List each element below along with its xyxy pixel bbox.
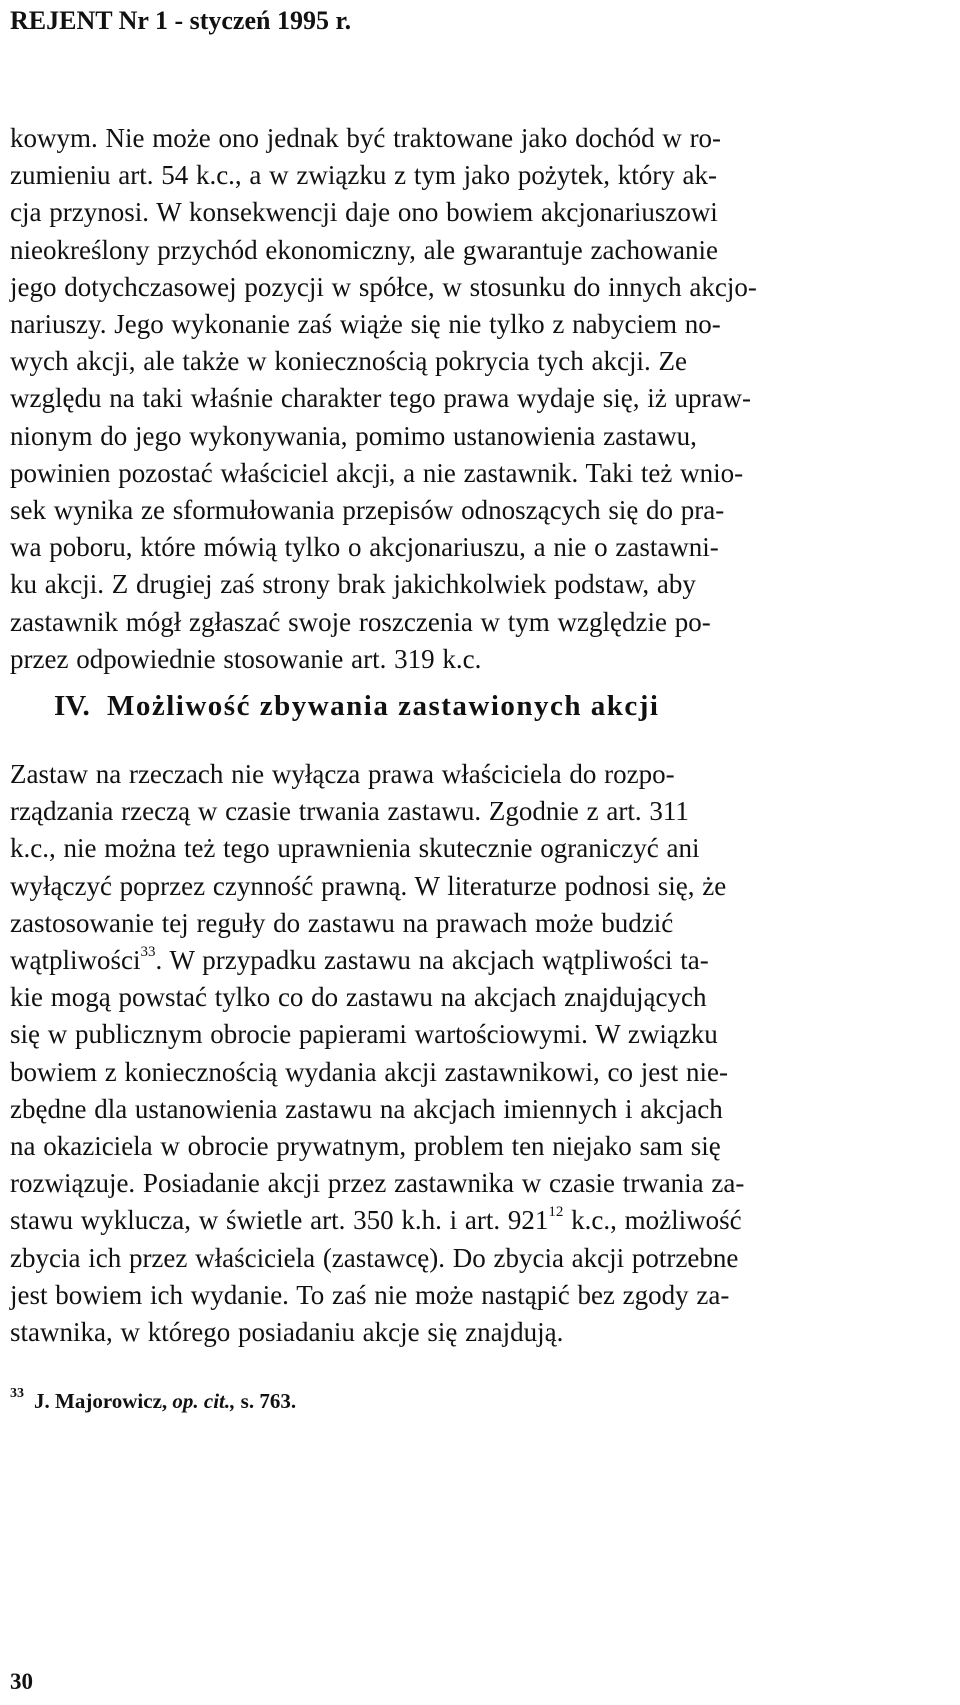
text-line: jego dotychczasowej pozycji w spółce, w stosunku do innych akcjo-	[10, 271, 757, 302]
footnote-reference[interactable]: 33	[140, 944, 156, 961]
article-superscript: 12	[548, 1204, 564, 1221]
text-line: wych akcji, ale także w koniecznością pokrycia tych akcji. Ze	[10, 346, 687, 377]
text-line: zbycia ich przez właściciela (zastawcę). Do zbycia akcji potrzebne	[10, 1242, 739, 1273]
paragraph-2	[10, 756, 932, 1351]
footnote	[10, 1386, 296, 1416]
running-header: REJENT Nr 1 - styczeń 1995 r.	[10, 6, 352, 35]
text-line: bowiem z koniecznością wydania akcji zastawnikowi, co jest nie-	[10, 1056, 729, 1087]
text-line: rozwiązuje. Posiadanie akcji przez zastawnika w czasie trwania za-	[10, 1168, 745, 1199]
text-line: na okaziciela w obrocie prywatnym, problem ten niejako sam się	[10, 1131, 721, 1162]
text-line: względu na taki właśnie charakter tego prawa wydaje się, iż upraw-	[10, 383, 751, 414]
footnote-page: s. 763.	[240, 1389, 297, 1413]
text-line: zastawnik mógł zgłaszać swoje roszczenia w tym względzie po-	[10, 606, 711, 637]
text-line: zastosowanie tej reguły do zastawu na prawach może budzić	[10, 907, 674, 938]
text-line: ku akcji. Z drugiej zaś strony brak jakichkolwiek podstaw, aby	[10, 569, 696, 600]
text-line: wa poboru, które mówią tylko o akcjonariuszu, a nie o zastawni-	[10, 532, 719, 563]
text-fragment: wątpliwości	[10, 945, 141, 976]
text-line: sek wynika ze sformułowania przepisów odnoszących się do pra-	[10, 495, 725, 526]
text-line: się w publicznym obrocie papierami wartościowymi. W związku	[10, 1019, 718, 1050]
text-line: nionym do jego wykonywania, pomimo ustanowienia zastawu,	[10, 420, 697, 451]
text-line: rządzania rzeczą w czasie trwania zastawu. Zgodnie z art. 311	[10, 796, 689, 827]
text-line: zbędne dla ustanowienia zastawu na akcjach imiennych i akcjach	[10, 1093, 723, 1124]
text-line: nariuszy. Jego wykonanie zaś wiąże się nie tylko z nabyciem no-	[10, 309, 721, 340]
footnote-source: op. cit.,	[172, 1389, 236, 1413]
text-line: nieokreślony przychód ekonomiczny, ale gwarantuje zachowanie	[10, 234, 718, 265]
text-line-with-footnote-ref	[10, 942, 932, 979]
paragraph-1	[10, 120, 932, 678]
text-line: powinien pozostać właściciel akcji, a nie zastawnik. Taki też wnio-	[10, 457, 744, 488]
text-line: kie mogą powstać tylko co do zastawu na akcjach znajdujących	[10, 982, 707, 1013]
text-line: Zastaw na rzeczach nie wyłącza prawa właściciela do rozpo-	[10, 759, 675, 789]
section-title: Możliwość zbywania zastawionych akcji	[107, 690, 660, 722]
footnote-number: 33	[10, 1386, 24, 1401]
text-line: wyłączyć poprzez czynność prawną. W literaturze podnosi się, że	[10, 870, 727, 901]
footnote-author: J. Majorowicz,	[34, 1389, 168, 1413]
text-line: kowym. Nie może ono jednak być traktowane jako dochód w ro-	[10, 123, 722, 153]
page-number: 30	[10, 1669, 33, 1694]
text-fragment: k.c., możliwość	[563, 1205, 742, 1236]
text-line: k.c., nie można też tego uprawnienia skutecznie ograniczyć ani	[10, 833, 700, 864]
text-line: zumieniu art. 54 k.c., a w związku z tym jako pożytek, który ak-	[10, 160, 718, 191]
text-line-with-superscript	[10, 1202, 932, 1239]
text-line: cja przynosi. W konsekwencji daje ono bowiem akcjonariuszowi	[10, 197, 718, 228]
text-line: jest bowiem ich wydanie. To zaś nie może nastąpić bez zgody za-	[10, 1279, 730, 1310]
text-fragment: stawu wyklucza, w świetle art. 350 k.h. i art. 921	[10, 1205, 549, 1236]
section-number: IV.	[54, 690, 90, 722]
section-heading	[54, 688, 660, 724]
text-fragment: . W przypadku zastawu na akcjach wątpliwości ta-	[155, 945, 709, 976]
text-line: stawnika, w którego posiadaniu akcje się znajdują.	[10, 1317, 564, 1348]
text-line: przez odpowiednie stosowanie art. 319 k.c.	[10, 643, 482, 674]
